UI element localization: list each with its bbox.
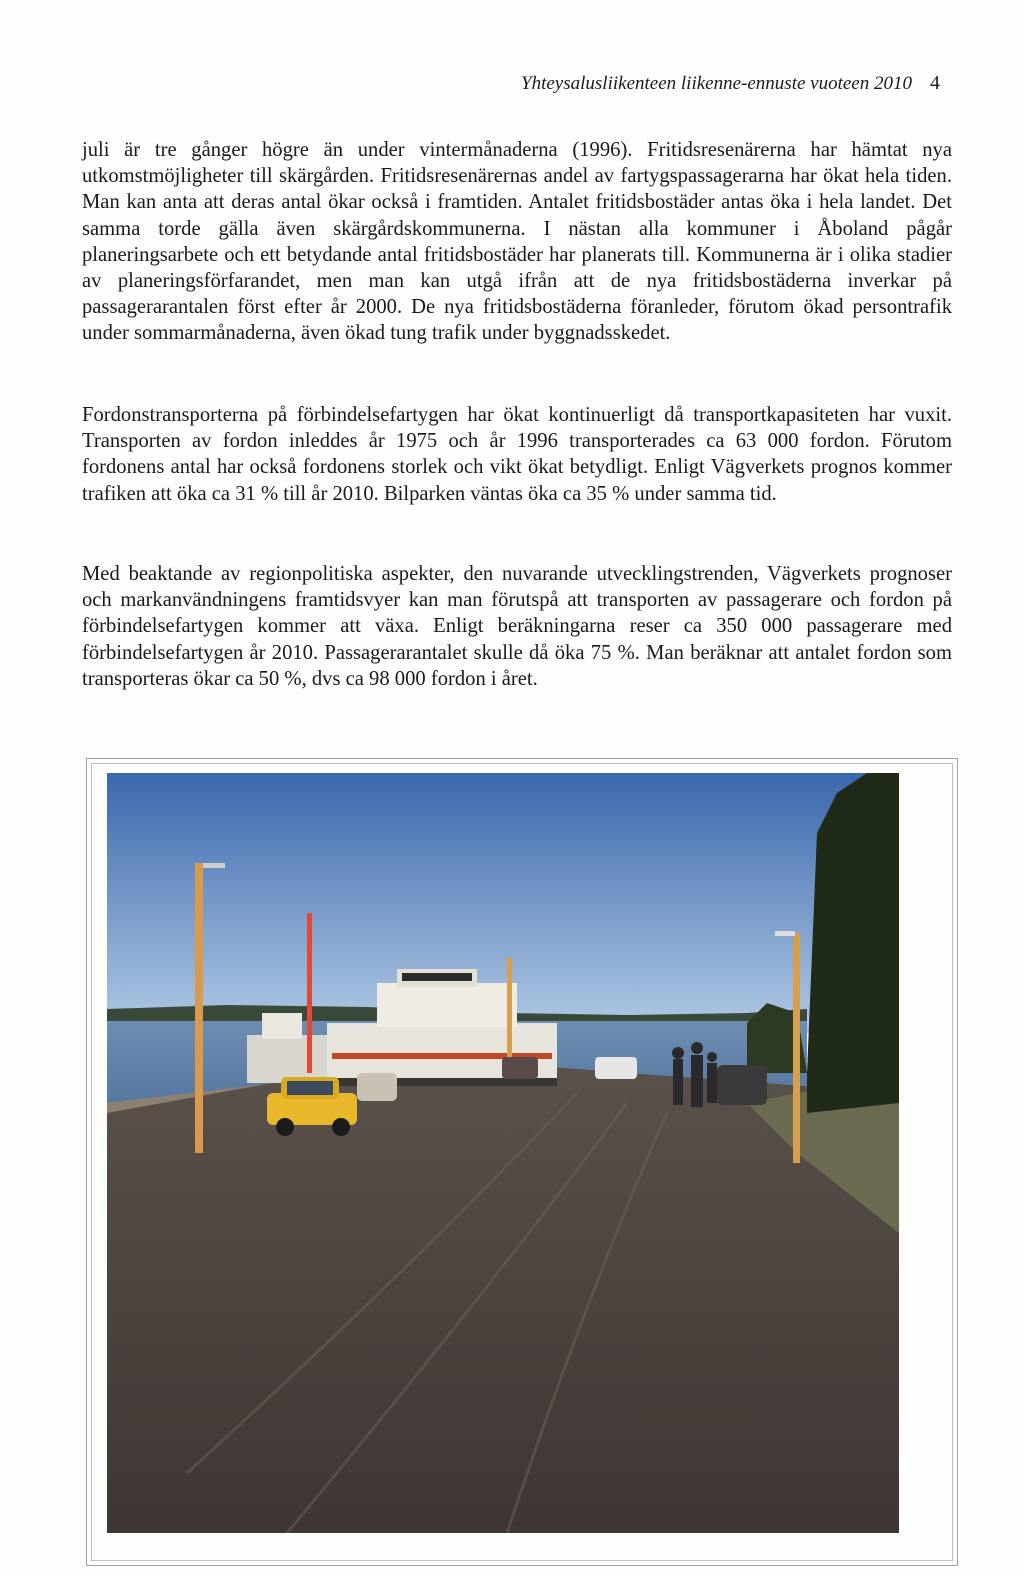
- paragraph-text: Fordonstransporterna på förbindelsefartygen har ökat kontinuerligt då transportkapasiteten har vuxit. Transporten av fordon inleddes år 1975 och år 1996 transporterades ca 63 000 fordon. Förutom fordonens antal har också fordonens storlek och vikt ökat betydligt. Enligt Vägverkets prognos kommer trafiken att öka ca 31 % till år 2010. Bilparken väntas öka ca 35 % under samma tid.: [82, 404, 952, 505]
- paragraph-3: [82, 561, 952, 692]
- paragraph-2: [82, 402, 952, 507]
- car-dark: [717, 1065, 767, 1105]
- photo-illustration: [107, 773, 899, 1533]
- car-behind: [357, 1073, 397, 1101]
- ferry-harbour-photo: [107, 773, 899, 1533]
- page-number: 4: [930, 72, 940, 94]
- mast: [507, 958, 512, 1068]
- photo-frame: [86, 758, 958, 1566]
- header-title: Yhteysalusliikenteen liikenne-ennuste vuoteen 2010: [521, 73, 912, 94]
- car-ramp: [502, 1057, 538, 1079]
- paragraph-text: juli är tre gånger högre än under vintermånaderna (1996). Fritidsresenärerna har hämtat nya utkomstmöjligheter till skärgården. Fritidsresenärernas andel av fartygspassagerarna har ökat hela tiden. Man kan anta att deras antal ökar också i framtiden. Antalet fritidsbostäder antas öka i hela landet. Det samma torde gälla även skärgårdskommunerna. I nästan alla kommuner i Åboland pågår planeringsarbete och ett betydande antal fritidsbostäder har planerats till. Kommunerna är i olika stadier av planeringsförfarandet, men man kan utgå ifrån att de nya fritidsbostäderna inverkar på passagerarantalen först efter år 2000. De nya fritidsbostäderna föranleder, förutom ökad persontrafik under sommarmånaderna, även ökad tung trafik under byggnadsskedet.: [82, 139, 952, 345]
- car-white: [595, 1057, 637, 1079]
- running-header: [521, 72, 940, 95]
- gate-pole: [307, 913, 312, 1073]
- paragraph-text: Med beaktande av regionpolitiska aspekter, den nuvarande utvecklingstrenden, Vägverkets prognoser och markanvändningens framtidsvyer kan man förutspå att transporten av passagerare och fordon på förbindelsefartygen kommer att växa. Enligt beräkningarna reser ca 350 000 passagerare med förbindelsefartygen år 2010. Passagerarantalet skulle då öka 75 %. Man beräknar att antalet fordon som transporteras ökar ca 50 %, dvs ca 98 000 fordon i året.: [82, 563, 952, 690]
- paragraph-1: [82, 137, 952, 347]
